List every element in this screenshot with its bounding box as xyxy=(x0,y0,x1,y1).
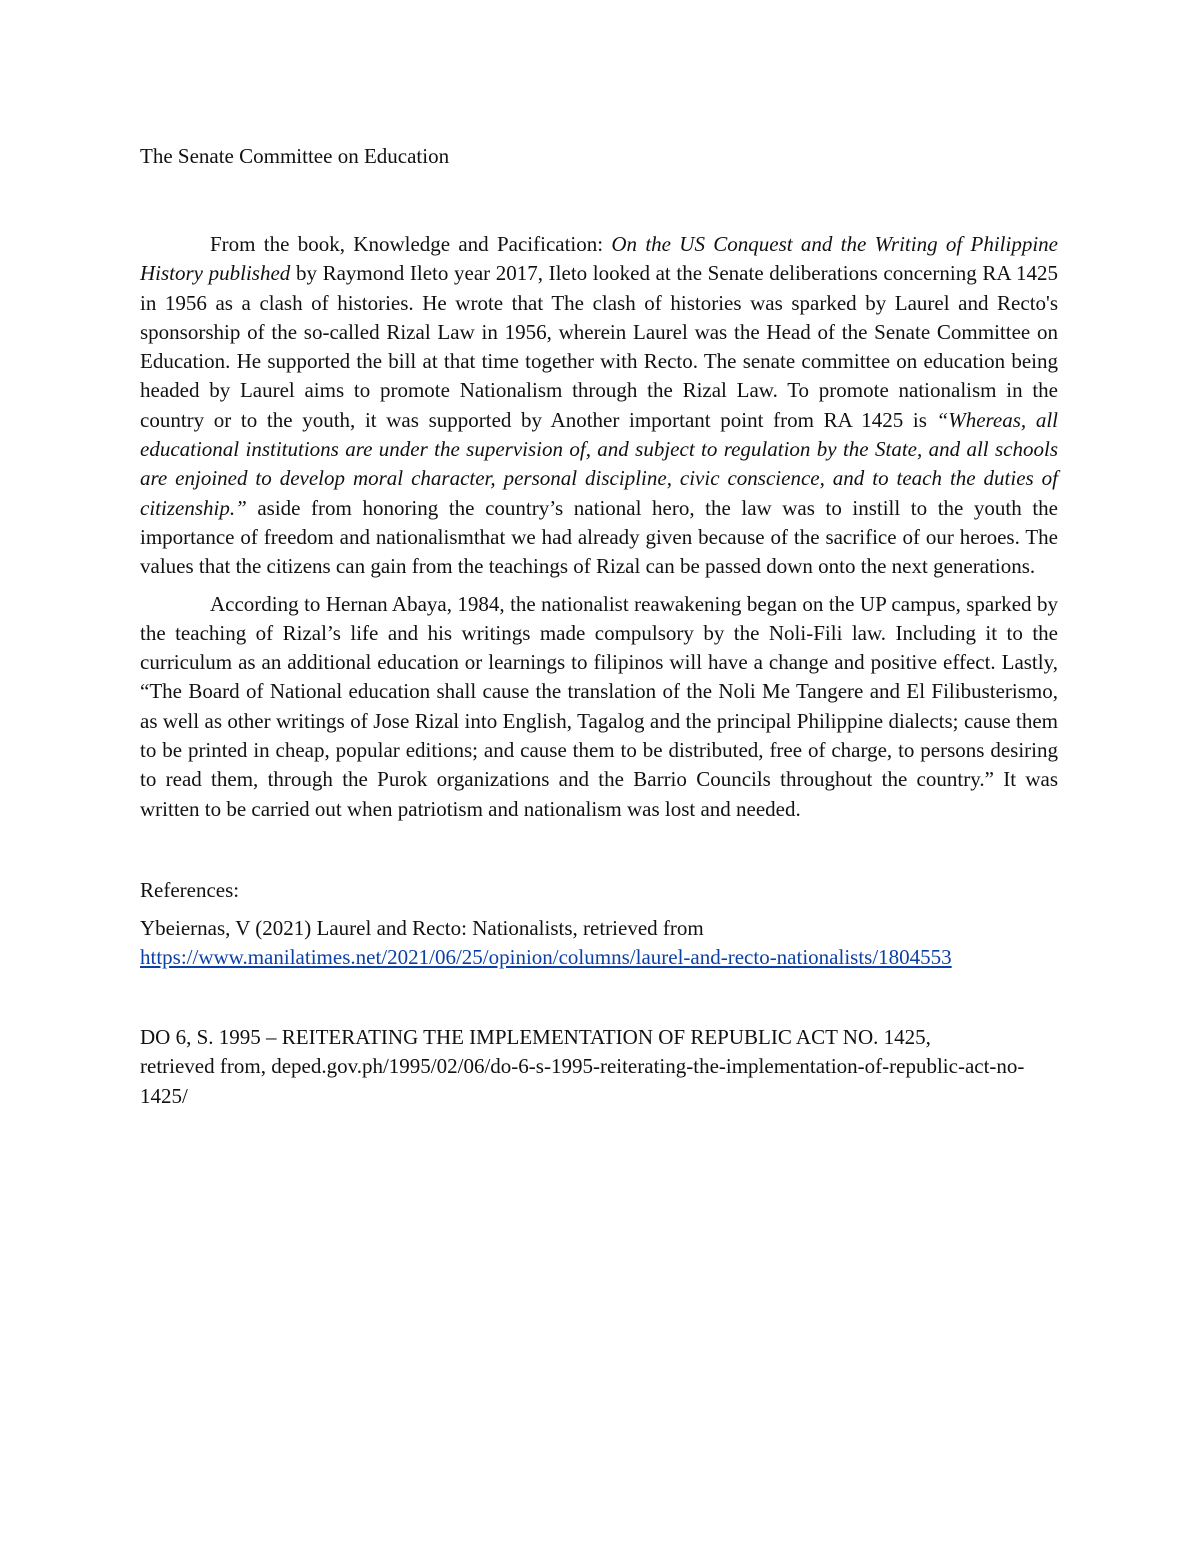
document-body xyxy=(140,141,1058,1111)
document-title: The Senate Committee on Education xyxy=(140,144,450,168)
reference-2 xyxy=(140,1023,1058,1112)
references-heading: References: xyxy=(140,877,240,902)
paragraph-2: According to Hernan Abaya, 1984, the nationalist reawakening began on the UP campus, sparked by the teaching of Rizal’s life and his writings made compulsory by the Noli-Fili law. Including it to the curriculum as an additional education or learnings to filipinos will have a change and positive effect. Lastly, “The Board of National education shall cause the translation of the Noli Me Tangere and El Filibusterismo, as well as other writings of Jose Rizal into English, Tagalog and the principal Philippine dialects; cause them to be printed in cheap, popular editions; and cause them to be distributed, free of charge, to persons desiring to read them, through the Purok organizations and the Barrio Councils throughout the country.” It was written to be carried out when patriotism and nationalism was lost and needed. xyxy=(140,591,1058,821)
reference-2-line-2: retrieved from, deped.gov.ph/1995/02/06/do-6-s-1995-reiterating-the-implementation-of-republic-act-no-1425/ xyxy=(140,1054,1025,1108)
reference-1-link[interactable]: https://www.manilatimes.net/2021/06/25/opinion/columns/laurel-and-recto-nationalists/1804553 xyxy=(140,945,952,970)
paragraph-1-conclusion: aside from honoring the country’s national hero, the law was to instill to the youth the importance of freedom and nationalismthat we had already given because of the sacrifice of our heroes. The values that the citizens can gain from the teachings of Rizal can be passed down onto the next generations. xyxy=(140,495,1058,579)
paragraph-1-body: by Raymond Ileto year 2017, Ileto looked at the Senate deliberations concerning RA 1425 in 1956 as a clash of histories. He wrote that The clash of histories was sparked by Laurel and Recto's sponsorship of the so-called Rizal Law in 1956, wherein Laurel was the Head of the Senate Committee on Education. He supported the bill at that time together with Recto. The senate committee on education being headed by Laurel aims to promote Nationalism through the Rizal Law. To promote nationalism in the country or to the youth, it was supported by Another important point from RA 1425 is xyxy=(140,261,1058,432)
paragraph-1 xyxy=(140,230,1058,582)
reference-1-text: Ybeiernas, V (2021) Laurel and Recto: Nationalists, retrieved from xyxy=(140,915,704,940)
paragraph-1-intro: From the book, Knowledge and Pacification: xyxy=(210,232,612,256)
reference-1 xyxy=(140,914,1058,973)
book-title: On the US Conquest and the Writing of Philippine History published xyxy=(140,232,1058,286)
reference-2-line-1: DO 6, S. 1995 – REITERATING THE IMPLEMENTATION OF REPUBLIC ACT NO. 1425, xyxy=(140,1024,931,1049)
ra1425-quote: “Whereas, all educational institutions are under the supervision of, and subject to regulation by the State, and all schools are enjoined to develop moral character, personal discipline, civic conscience, and to teach the duties of citizenship.” xyxy=(140,407,1058,520)
